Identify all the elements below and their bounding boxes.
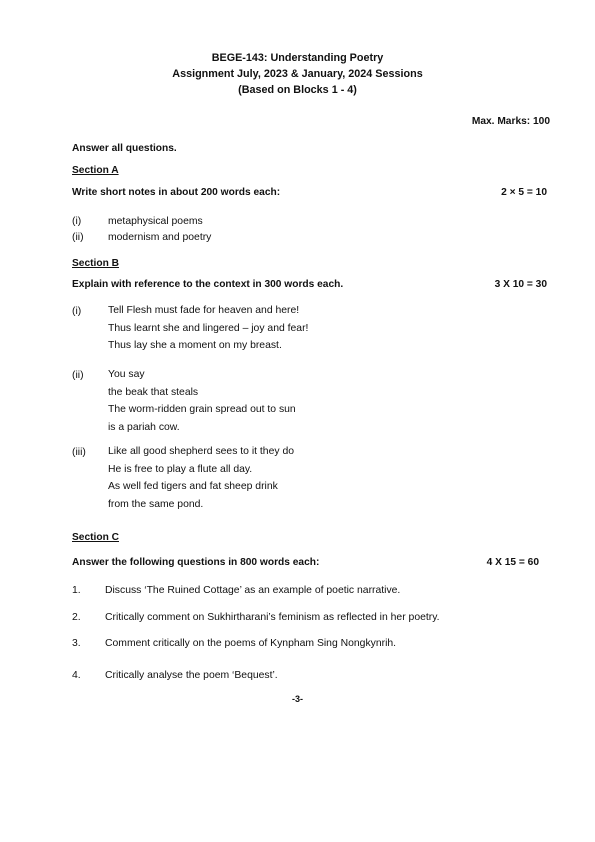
passage-line: from the same pond. — [108, 498, 204, 510]
question-text: Comment critically on the poems of Kynpham Sing Nongkynrih. — [105, 638, 397, 649]
passage-line: Tell Flesh must fade for heaven and here! — [108, 305, 300, 316]
list-item-text: modernism and poetry — [108, 232, 212, 243]
question-text: Critically comment on Sukhirtharani’s feminism as reflected in her poetry. — [105, 612, 440, 623]
max-marks: Max. Marks: 100 — [471, 116, 550, 127]
question-number: 4. — [72, 670, 81, 681]
section-c-prompt: Answer the following questions in 800 words each: — [72, 557, 320, 568]
passage-line: As well fed tigers and fat sheep drink — [108, 481, 278, 492]
section-b-prompt: Explain with reference to the context in 300 words each. — [72, 279, 344, 290]
session-line: Assignment July, 2023 & January, 2024 Sessions — [172, 68, 423, 80]
passage-line: Thus learnt she and lingered – joy and fear! — [108, 322, 309, 334]
section-b-heading: Section B — [72, 258, 119, 269]
passage-line: He is free to play a flute all day. — [108, 463, 253, 475]
list-item-text: metaphysical poems — [108, 216, 203, 227]
passage-number: (iii) — [72, 447, 86, 458]
list-item-number: (ii) — [72, 232, 84, 243]
page-number: -3- — [292, 694, 303, 704]
passage-number: (ii) — [72, 370, 84, 381]
passage-i — [108, 302, 308, 355]
passage-line: is a pariah cow. — [108, 421, 180, 433]
question-text: Critically analyse the poem ‘Bequest’. — [105, 670, 278, 681]
section-a-marks: 2 × 5 = 10 — [501, 187, 547, 198]
blocks-line: (Based on Blocks 1 - 4) — [238, 84, 357, 96]
passage-line: The worm-ridden grain spread out to sun — [108, 404, 296, 415]
section-a-heading: Section A — [72, 165, 119, 176]
section-b-marks: 3 X 10 = 30 — [494, 279, 547, 290]
passage-number: (i) — [72, 306, 82, 317]
passage-line: You say — [108, 369, 145, 380]
question-number: 2. — [72, 612, 81, 623]
instruction: Answer all questions. — [72, 143, 177, 154]
passage-line: the beak that steals — [108, 386, 199, 398]
passage-line: Thus lay she a moment on my breast. — [108, 340, 282, 351]
section-c-marks: 4 X 15 = 60 — [486, 557, 539, 568]
document-title: BEGE-143: Understanding Poetry — [211, 52, 384, 64]
passage-line: Like all good shepherd sees to it they do — [108, 446, 295, 457]
question-number: 3. — [72, 638, 81, 649]
passage-iii — [108, 443, 294, 513]
question-number: 1. — [72, 585, 81, 596]
section-c-heading: Section C — [72, 532, 119, 543]
passage-ii — [108, 366, 296, 436]
list-item-number: (i) — [72, 216, 82, 227]
section-a-prompt: Write short notes in about 200 words each: — [72, 187, 281, 198]
question-text: Discuss ‘The Ruined Cottage’ as an example of poetic narrative. — [105, 585, 401, 596]
